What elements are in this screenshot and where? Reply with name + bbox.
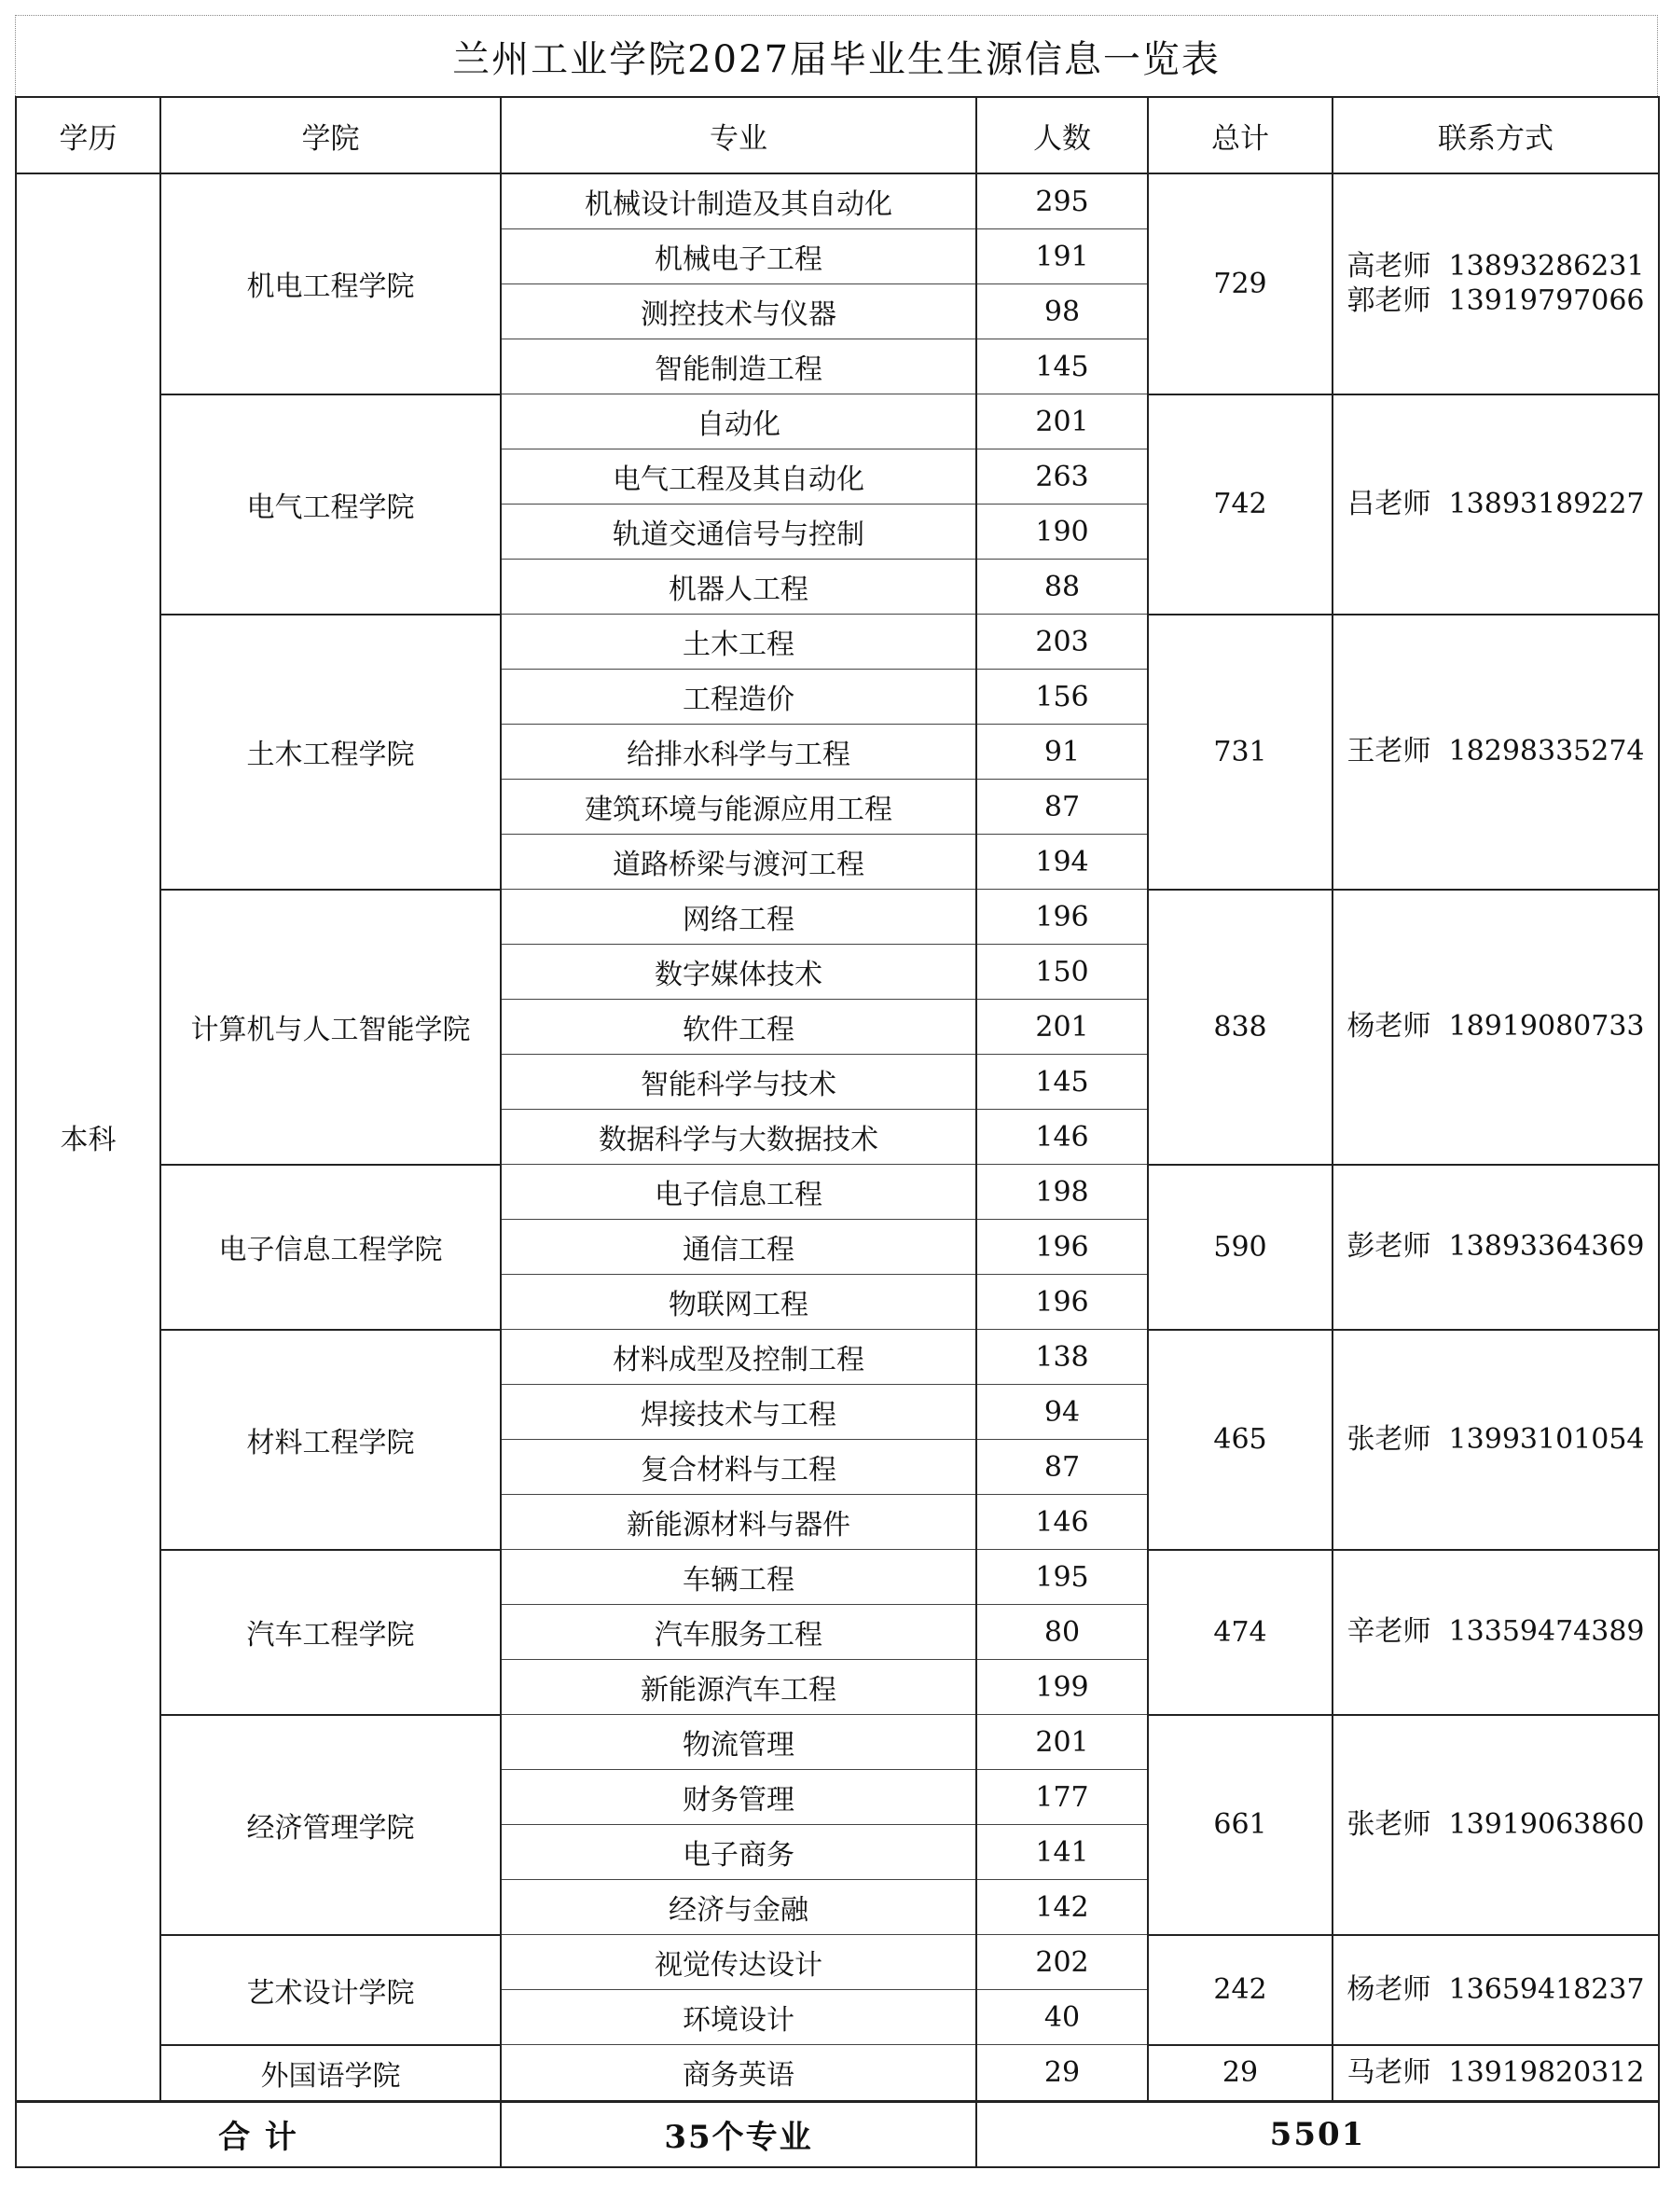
major-name: 经济与金融 <box>501 1880 976 1935</box>
college-contact <box>1333 1330 1659 1550</box>
header-total: 总计 <box>1148 97 1333 173</box>
contact-line: 辛老师 13359474389 <box>1346 1615 1645 1649</box>
table-row <box>16 890 1659 945</box>
major-name: 智能科学与技术 <box>501 1055 976 1110</box>
college-contact <box>1333 890 1659 1165</box>
college-name: 汽车工程学院 <box>160 1550 501 1715</box>
college-total: 465 <box>1148 1330 1333 1550</box>
major-name: 电气工程及其自动化 <box>501 449 976 505</box>
major-name: 给排水科学与工程 <box>501 725 976 780</box>
college-contact <box>1333 394 1659 615</box>
total-label: 合 计 <box>16 2101 501 2167</box>
college-name: 土木工程学院 <box>160 615 501 890</box>
major-count: 145 <box>976 339 1148 394</box>
college-contact <box>1333 1550 1659 1715</box>
major-count: 201 <box>976 1715 1148 1770</box>
major-count: 142 <box>976 1880 1148 1935</box>
major-name: 新能源材料与器件 <box>501 1495 976 1550</box>
major-count: 146 <box>976 1495 1148 1550</box>
major-count: 156 <box>976 670 1148 725</box>
major-count: 196 <box>976 890 1148 945</box>
contact-line: 杨老师 18919080733 <box>1346 1010 1645 1044</box>
college-total: 742 <box>1148 394 1333 615</box>
major-name: 数据科学与大数据技术 <box>501 1110 976 1165</box>
table-row <box>16 394 1659 449</box>
contact-line: 马老师 13919820312 <box>1346 2055 1645 2089</box>
major-name: 焊接技术与工程 <box>501 1385 976 1440</box>
major-name: 测控技术与仪器 <box>501 284 976 339</box>
major-name: 工程造价 <box>501 670 976 725</box>
table-row <box>16 1330 1659 1385</box>
sheet-title: 兰州工业学院2027届毕业生生源信息一览表 <box>15 15 1658 96</box>
table-body <box>16 173 1659 2101</box>
major-name: 电子信息工程 <box>501 1165 976 1220</box>
major-count: 98 <box>976 284 1148 339</box>
major-name: 自动化 <box>501 394 976 449</box>
graduate-table <box>15 96 1660 2168</box>
major-count: 150 <box>976 945 1148 1000</box>
major-name: 商务英语 <box>501 2045 976 2102</box>
major-count: 138 <box>976 1330 1148 1385</box>
college-contact <box>1333 1715 1659 1935</box>
college-name: 计算机与人工智能学院 <box>160 890 501 1165</box>
major-name: 材料成型及控制工程 <box>501 1330 976 1385</box>
header-count: 人数 <box>976 97 1148 173</box>
college-name: 经济管理学院 <box>160 1715 501 1935</box>
major-count: 194 <box>976 835 1148 890</box>
major-count: 40 <box>976 1990 1148 2045</box>
college-total: 731 <box>1148 615 1333 890</box>
major-name: 车辆工程 <box>501 1550 976 1605</box>
major-count: 191 <box>976 229 1148 284</box>
major-count: 190 <box>976 505 1148 560</box>
table-row <box>16 1935 1659 1990</box>
major-count: 141 <box>976 1825 1148 1880</box>
major-name: 物联网工程 <box>501 1275 976 1330</box>
major-count: 295 <box>976 173 1148 229</box>
contact-line: 杨老师 13659418237 <box>1346 1972 1645 2006</box>
major-count: 201 <box>976 394 1148 449</box>
college-total: 474 <box>1148 1550 1333 1715</box>
major-count: 199 <box>976 1660 1148 1715</box>
major-count: 29 <box>976 2045 1148 2102</box>
major-name: 通信工程 <box>501 1220 976 1275</box>
major-count: 177 <box>976 1770 1148 1825</box>
table-row <box>16 1165 1659 1220</box>
header-degree: 学历 <box>16 97 160 173</box>
major-count: 202 <box>976 1935 1148 1990</box>
table-row <box>16 173 1659 229</box>
major-count: 88 <box>976 560 1148 615</box>
major-name: 复合材料与工程 <box>501 1440 976 1495</box>
student-source-sheet <box>15 15 1658 2168</box>
contact-line: 郭老师 13919797066 <box>1346 284 1645 318</box>
major-name: 机器人工程 <box>501 560 976 615</box>
major-name: 数字媒体技术 <box>501 945 976 1000</box>
major-count: 91 <box>976 725 1148 780</box>
contact-line: 高老师 13893286231 <box>1346 249 1645 283</box>
contact-line: 张老师 13993101054 <box>1346 1422 1645 1456</box>
major-count: 87 <box>976 1440 1148 1495</box>
contact-line: 王老师 18298335274 <box>1346 735 1645 768</box>
major-count: 80 <box>976 1605 1148 1660</box>
major-name: 网络工程 <box>501 890 976 945</box>
major-count: 201 <box>976 1000 1148 1055</box>
major-name: 财务管理 <box>501 1770 976 1825</box>
major-count: 198 <box>976 1165 1148 1220</box>
major-count: 196 <box>976 1220 1148 1275</box>
college-contact <box>1333 615 1659 890</box>
header-row <box>16 97 1659 173</box>
major-name: 机械设计制造及其自动化 <box>501 173 976 229</box>
major-name: 道路桥梁与渡河工程 <box>501 835 976 890</box>
table-row <box>16 615 1659 670</box>
major-count: 195 <box>976 1550 1148 1605</box>
college-name: 电子信息工程学院 <box>160 1165 501 1330</box>
table-row <box>16 1550 1659 1605</box>
degree-cell: 本科 <box>16 173 160 2101</box>
college-contact <box>1333 1165 1659 1330</box>
college-total: 29 <box>1148 2045 1333 2102</box>
contact-line: 张老师 13919063860 <box>1346 1807 1645 1841</box>
college-total: 729 <box>1148 173 1333 394</box>
table-row <box>16 1715 1659 1770</box>
college-total: 242 <box>1148 1935 1333 2045</box>
major-name: 环境设计 <box>501 1990 976 2045</box>
college-name: 材料工程学院 <box>160 1330 501 1550</box>
college-total: 838 <box>1148 890 1333 1165</box>
header-college: 学院 <box>160 97 501 173</box>
major-name: 土木工程 <box>501 615 976 670</box>
college-name: 机电工程学院 <box>160 173 501 394</box>
college-contact <box>1333 2045 1659 2102</box>
major-count: 87 <box>976 780 1148 835</box>
college-name: 外国语学院 <box>160 2045 501 2102</box>
college-contact <box>1333 173 1659 394</box>
major-count: 263 <box>976 449 1148 505</box>
major-count: 94 <box>976 1385 1148 1440</box>
major-name: 软件工程 <box>501 1000 976 1055</box>
college-total: 590 <box>1148 1165 1333 1330</box>
college-name: 电气工程学院 <box>160 394 501 615</box>
major-name: 建筑环境与能源应用工程 <box>501 780 976 835</box>
major-count: 145 <box>976 1055 1148 1110</box>
major-count: 146 <box>976 1110 1148 1165</box>
major-name: 视觉传达设计 <box>501 1935 976 1990</box>
table-row <box>16 2045 1659 2102</box>
header-major: 专业 <box>501 97 976 173</box>
college-name: 艺术设计学院 <box>160 1935 501 2045</box>
major-count: 196 <box>976 1275 1148 1330</box>
major-name: 新能源汽车工程 <box>501 1660 976 1715</box>
header-contact: 联系方式 <box>1333 97 1659 173</box>
contact-line: 吕老师 13893189227 <box>1346 487 1645 520</box>
major-name: 机械电子工程 <box>501 229 976 284</box>
college-contact <box>1333 1935 1659 2045</box>
major-name: 轨道交通信号与控制 <box>501 505 976 560</box>
grand-total: 5501 <box>976 2101 1659 2167</box>
contact-line: 彭老师 13893364369 <box>1346 1230 1645 1264</box>
major-name: 电子商务 <box>501 1825 976 1880</box>
major-name: 智能制造工程 <box>501 339 976 394</box>
total-majors: 35个专业 <box>501 2101 976 2167</box>
college-total: 661 <box>1148 1715 1333 1935</box>
total-row <box>16 2101 1659 2167</box>
major-name: 汽车服务工程 <box>501 1605 976 1660</box>
major-name: 物流管理 <box>501 1715 976 1770</box>
major-count: 203 <box>976 615 1148 670</box>
